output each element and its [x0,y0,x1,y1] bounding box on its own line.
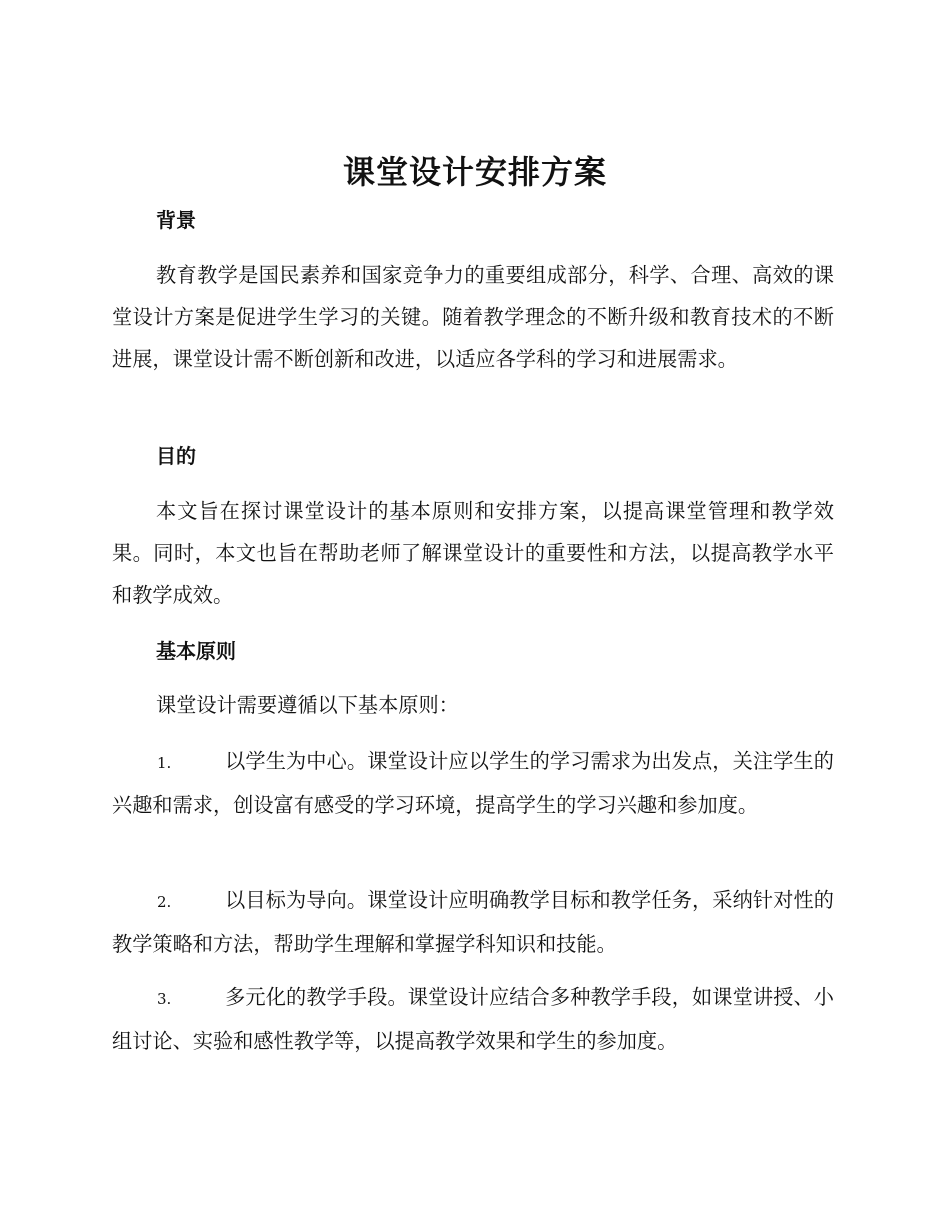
list-item-text: 以目标为导向。课堂设计应明确教学目标和教学任务，采纳针对性的教学策略和方法，帮助学生理解和掌握学科知识和技能。 [112,888,834,956]
list-number: 1. [157,754,172,772]
section-heading-principles: 基本原则 [156,639,236,663]
principle-list-item [112,740,834,826]
section-heading-purpose: 目的 [156,444,196,468]
principle-list-item [112,879,834,965]
document-title: 课堂设计安排方案 [342,153,607,191]
list-item-text: 以学生为中心。课堂设计应以学生的学习需求为出发点，关注学生的兴趣和需求，创设富有感受的学习环境，提高学生的学习兴趣和参加度。 [112,749,834,817]
principles-intro: 课堂设计需要遵循以下基本原则： [156,693,459,717]
purpose-paragraph: 本文旨在探讨课堂设计的基本原则和安排方案，以提高课堂管理和教学效果。同时，本文也旨在帮助老师了解课堂设计的重要性和方法，以提高教学水平和教学成效。 [112,499,834,607]
principle-list-item [112,976,834,1062]
background-paragraph: 教育教学是国民素养和国家竞争力的重要组成部分，科学、合理、高效的课堂设计方案是促进学生学习的关键。随着教学理念的不断升级和教育技术的不断进展，课堂设计需不断创新和改进，以适应各学科的学习和进展需求。 [112,263,834,371]
list-number: 2. [157,893,172,911]
list-number: 3. [157,990,172,1008]
section-heading-background: 背景 [156,208,196,232]
list-item-text: 多元化的教学手段。课堂设计应结合多种教学手段，如课堂讲授、小组讨论、实验和感性教学等，以提高教学效果和学生的参加度。 [112,985,834,1053]
